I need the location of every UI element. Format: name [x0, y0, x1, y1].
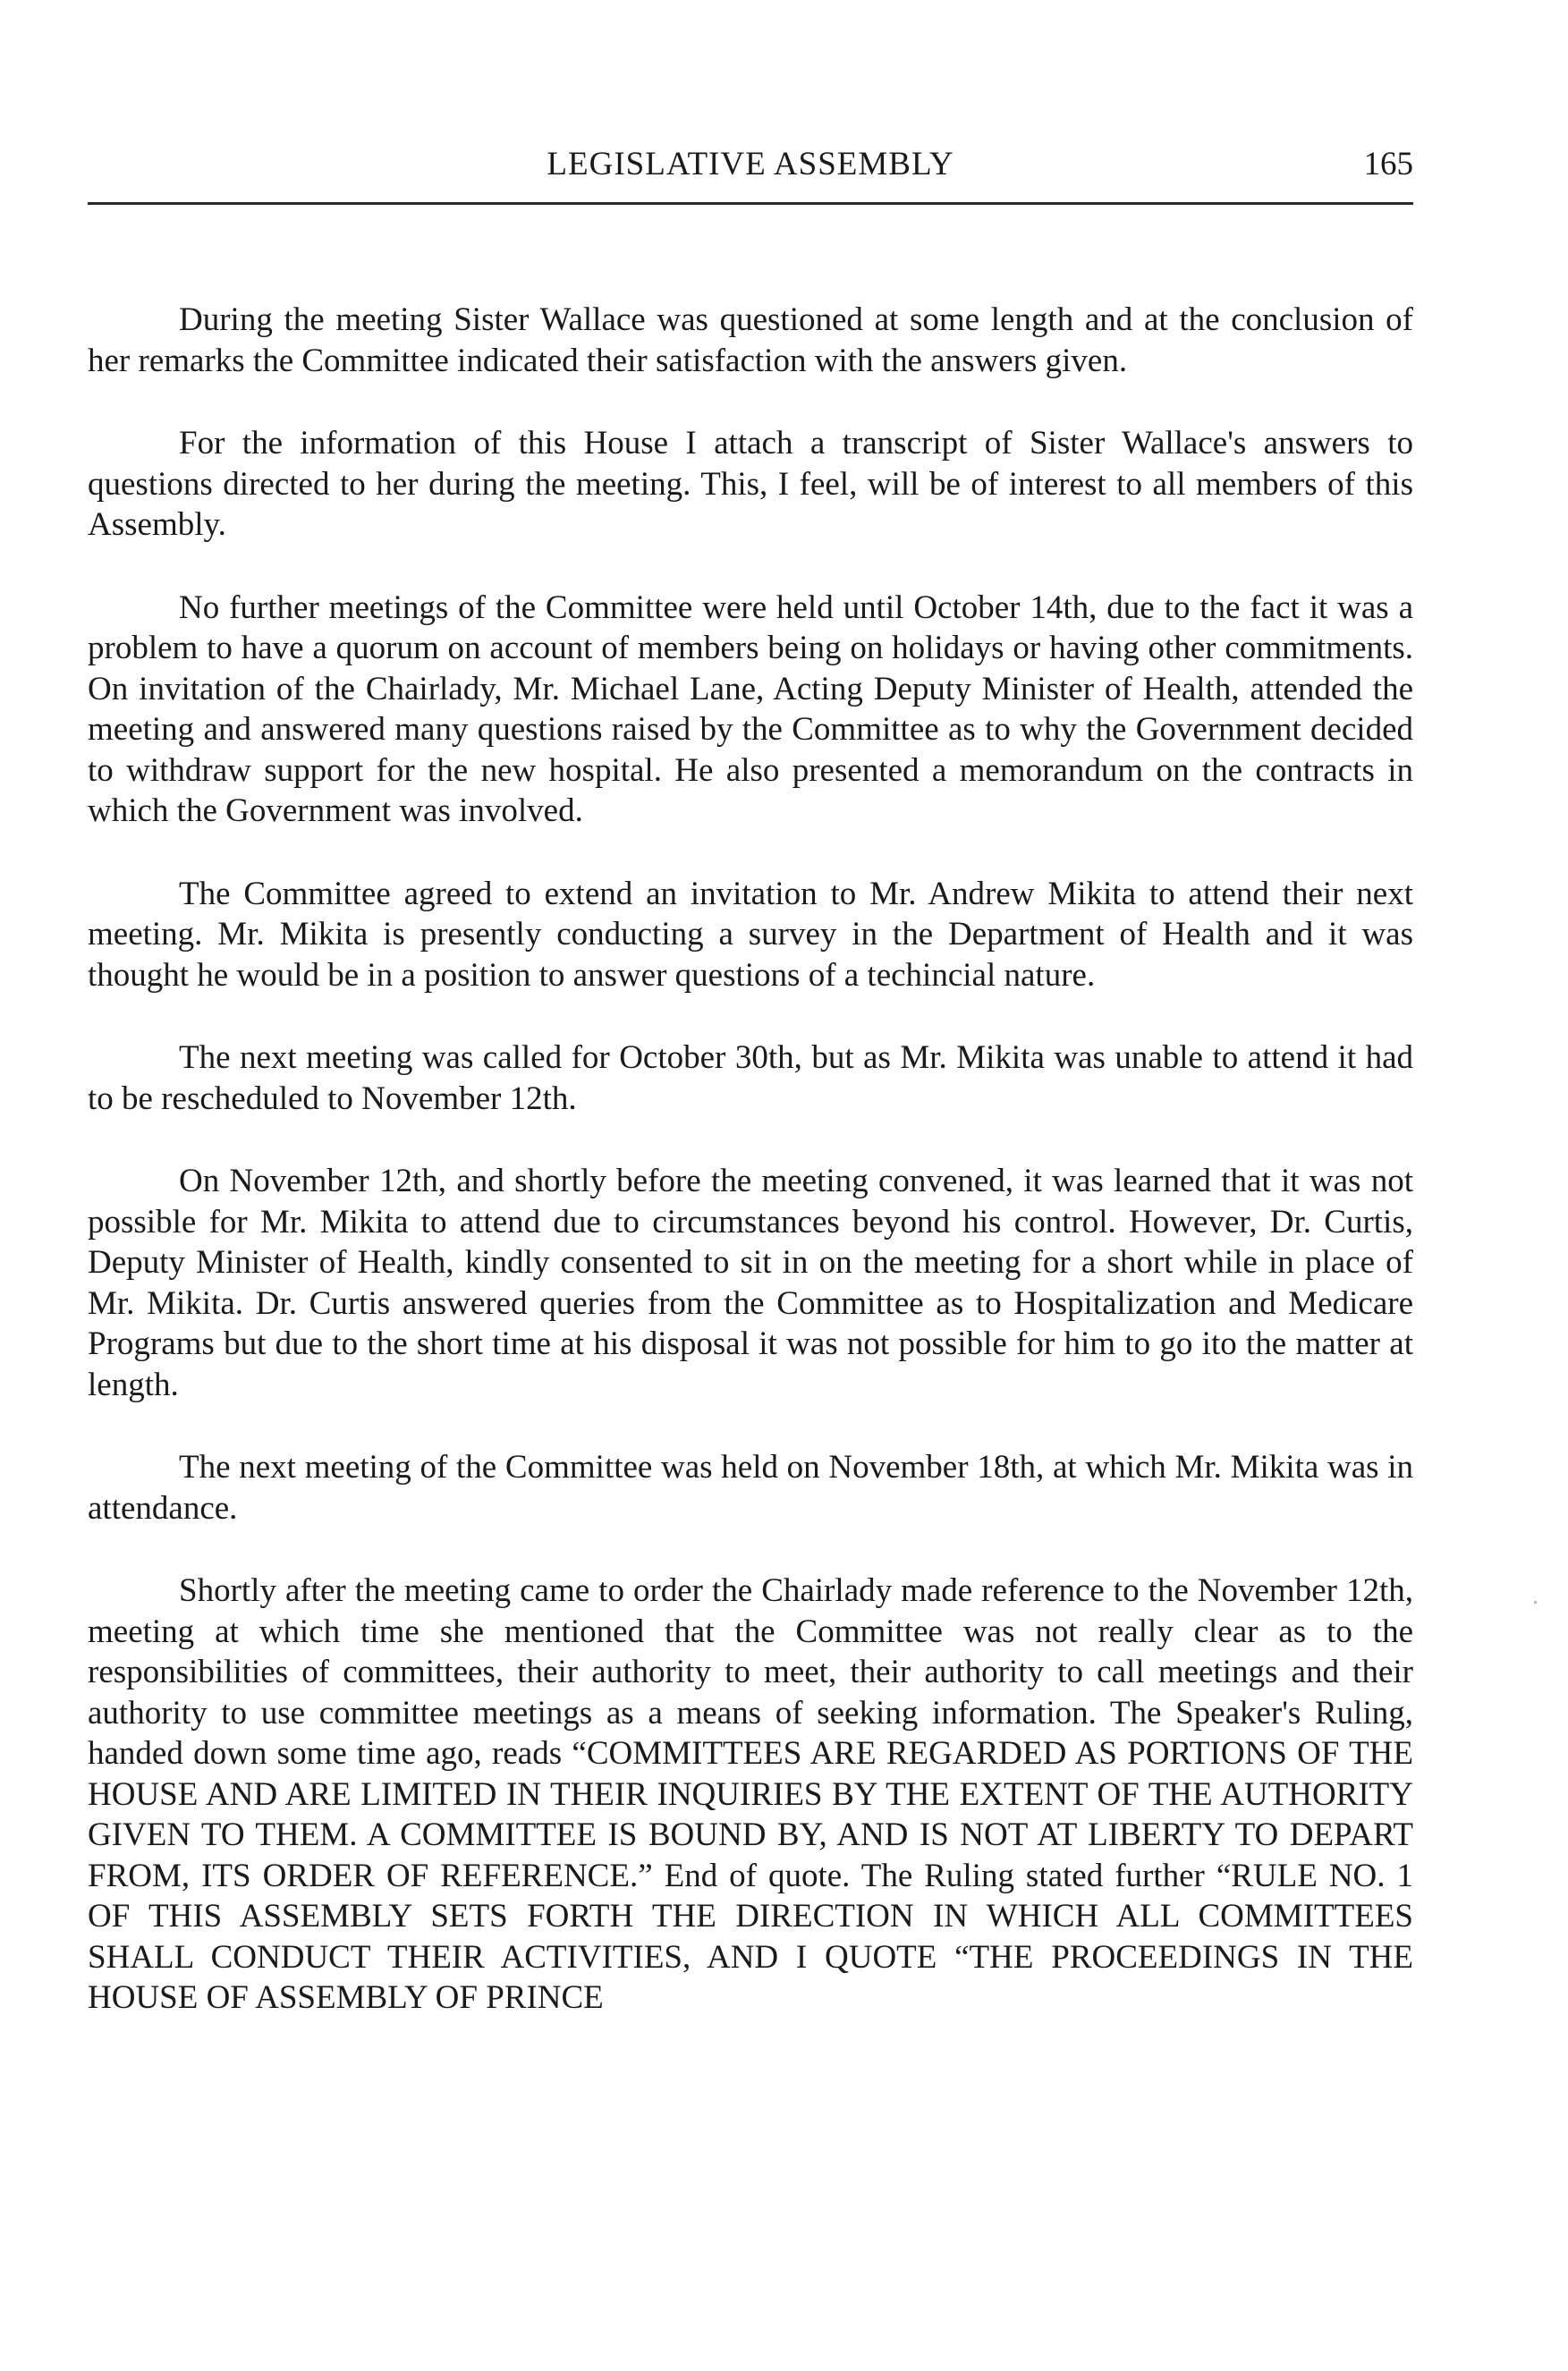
header-rule [88, 202, 1413, 205]
paragraph: For the information of this House I attach a transcript of Sister Wallace's answers to questions directed to her during the meeting. This, I feel, will be of interest to all members of this Assembly. [88, 425, 1413, 543]
page-number: 165 [1363, 146, 1413, 182]
running-head: LEGISLATIVE ASSEMBLY [547, 146, 954, 182]
body-text [88, 300, 1413, 2019]
paragraph: The next meeting of the Committee was held on November 18th, at which Mr. Mikita was in attendance. [88, 1449, 1413, 1527]
scan-speck [1534, 1601, 1537, 1604]
paragraph: No further meetings of the Committee were held until October 14th, due to the fact it was a problem to have a quorum on account of members being on holidays or having other commitments. On invitation of the Chairlady, Mr. Michael Lane, Acting Deputy Minister of Health, attended the meeting and answered many questions raised by the Committee as to why the Government decided to withdraw support for the new hospital. He also presented a memorandum on the contracts in which the Government was involved. [88, 589, 1413, 829]
document-page [88, 0, 1413, 2371]
paragraph: Shortly after the meeting came to order the Chairlady made reference to the November 12th, meeting at which time she mentioned that the Committee was not really clear as to the responsibilities of committees, their authority to meet, their authority to call meetings and their authority to use committee meetings as a means of seeking information. The Speaker's Ruling, handed down some time ago, reads “COMMITTEES ARE REGARDED AS PORTIONS OF THE HOUSE AND ARE LIMITED IN THEIR INQUIRIES BY THE EXTENT OF THE AUTHORITY GIVEN TO THEM. A COMMITTEE IS BOUND BY, AND IS NOT AT LIBERTY TO DEPART FROM, ITS ORDER OF REFERENCE.” End of quote. The Ruling stated further “RULE NO. 1 OF THIS ASSEMBLY SETS FORTH THE DIRECTION IN WHICH ALL COMMITTEES SHALL CONDUCT THEIR ACTIVITIES, AND I QUOTE “THE PROCEEDINGS IN THE HOUSE OF ASSEMBLY OF PRINCE [88, 1572, 1413, 2016]
paragraph: The next meeting was called for October 30th, but as Mr. Mikita was unable to attend it had to be rescheduled to November 12th. [88, 1039, 1413, 1117]
paragraph: The Committee agreed to extend an invitation to Mr. Andrew Mikita to attend their next meeting. Mr. Mikita is presently conducting a survey in the Department of Health and it was thought he would be in a position to answer questions of a techincial nature. [88, 875, 1413, 994]
page-header [88, 143, 1413, 186]
paragraph: On November 12th, and shortly before the meeting convened, it was learned that it was not possible for Mr. Mikita to attend due to circumstances beyond his control. However, Dr. Curtis, Deputy Minister of Health, kindly consented to sit in on the meeting for a short while in place of Mr. Mikita. Dr. Curtis answered queries from the Committee as to Hospitalization and Medicare Programs but due to the short time at his disposal it was not possible for him to go ito the matter at length. [88, 1163, 1413, 1403]
paragraph: During the meeting Sister Wallace was questioned at some length and at the conclusion of her remarks the Committee indicated their satisfaction with the answers given. [88, 301, 1413, 379]
